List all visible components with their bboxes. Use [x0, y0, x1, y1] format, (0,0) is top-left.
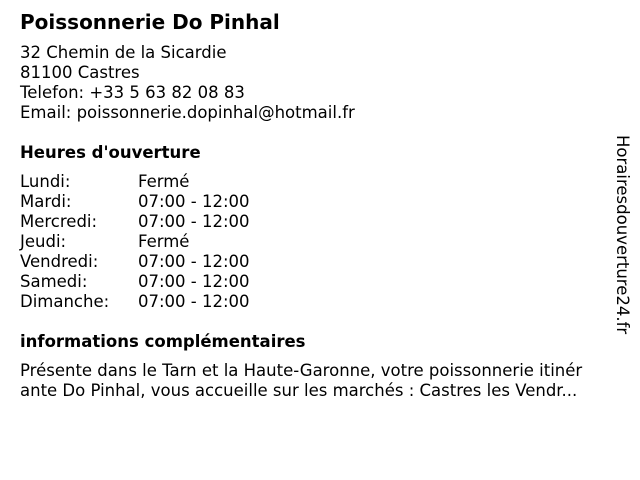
day-label: Samedi: — [20, 272, 88, 291]
email-address: Email: poissonnerie.dopinhal@hotmail.fr — [20, 103, 355, 122]
additional-info-heading: informations complémentaires — [20, 332, 306, 351]
hours-row-thursday — [20, 232, 615, 252]
day-hours: 07:00 - 12:00 — [138, 272, 250, 291]
day-hours: 07:00 - 12:00 — [138, 192, 250, 211]
info-line: ante Do Pinhal, vous accueille sur les marchés : Castres les Vendr... — [20, 381, 578, 400]
day-hours: 07:00 - 12:00 — [138, 252, 250, 271]
day-label: Jeudi: — [20, 232, 67, 251]
day-hours: Fermé — [138, 172, 190, 191]
hours-row-wednesday — [20, 212, 615, 232]
hours-row-monday — [20, 172, 615, 192]
hours-row-saturday — [20, 272, 615, 292]
additional-info-text — [20, 361, 620, 401]
hours-row-sunday — [20, 292, 615, 312]
site-watermark: Horairesdouverture24.fr — [613, 135, 632, 335]
address-street: 32 Chemin de la Sicardie — [20, 43, 227, 62]
hours-row-friday — [20, 252, 615, 272]
phone-number: Telefon: +33 5 63 82 08 83 — [20, 83, 245, 102]
day-label: Dimanche: — [20, 292, 110, 311]
day-label: Vendredi: — [20, 252, 99, 271]
day-label: Lundi: — [20, 172, 71, 191]
business-card — [20, 10, 615, 401]
opening-hours-heading: Heures d'ouverture — [20, 143, 201, 162]
info-line: Présente dans le Tarn et la Haute-Garonne, votre poissonnerie itinér — [20, 361, 583, 380]
business-name: Poissonnerie Do Pinhal — [20, 10, 280, 34]
day-hours: 07:00 - 12:00 — [138, 292, 250, 311]
contact-block — [20, 43, 615, 123]
address-city: 81100 Castres — [20, 63, 140, 82]
day-hours: Fermé — [138, 232, 190, 251]
opening-hours-table — [20, 172, 615, 312]
hours-row-tuesday — [20, 192, 615, 212]
day-label: Mercredi: — [20, 212, 98, 231]
day-hours: 07:00 - 12:00 — [138, 212, 250, 231]
day-label: Mardi: — [20, 192, 72, 211]
